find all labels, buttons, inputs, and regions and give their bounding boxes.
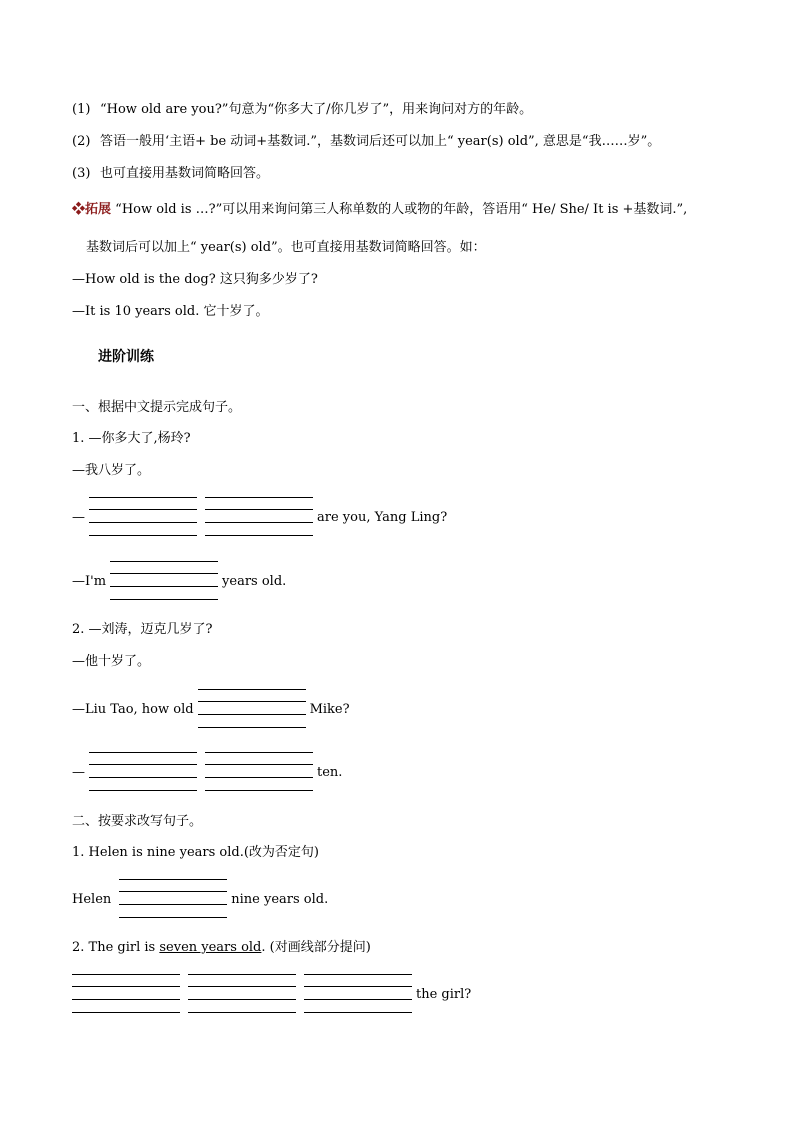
- part2-q1-prompt: 1. Helen is nine years old.(改为否定句): [72, 845, 320, 860]
- sentence-tail: Mike?: [309, 701, 350, 717]
- part2-heading: 二、按要求改写句子。: [72, 814, 203, 829]
- part2-q2-prompt: [72, 939, 371, 957]
- answer-blank[interactable]: [72, 974, 180, 1014]
- extension-line-2: 基数词后可以加上“ year(s) old”。也可直接用基数词简略回答。如：: [86, 240, 486, 255]
- extension-example-2: —It is 10 years old. 它十岁了。: [72, 304, 269, 319]
- answer-blank[interactable]: [89, 752, 197, 792]
- note-number: (1): [72, 102, 91, 117]
- note-number: (2): [72, 134, 91, 149]
- note-2: [72, 133, 660, 151]
- underlined-phrase: seven years old: [159, 940, 262, 955]
- part1-q2-chinese-1: 2. —刘涛，迈克几岁了?: [72, 622, 213, 637]
- section-title: 进阶训练: [98, 349, 154, 365]
- part2-q2-answer-line: [72, 974, 471, 1014]
- note-3: [72, 165, 269, 183]
- note-text: 也可直接用基数词简略回答。: [100, 166, 270, 181]
- part1-q2-answer-line-1: [72, 689, 350, 729]
- answer-blank[interactable]: [119, 879, 227, 919]
- part1-heading: 一、根据中文提示完成句子。: [72, 400, 242, 415]
- part1-q1-answer-line-2: [72, 561, 286, 601]
- note-1: [72, 101, 532, 119]
- diamond-bullet-icon: ❖: [72, 202, 86, 217]
- answer-blank[interactable]: [110, 561, 218, 601]
- extension-line-1: [72, 201, 687, 219]
- dash: —: [72, 509, 85, 525]
- sentence-tail: the girl?: [416, 986, 472, 1002]
- prompt-end: . (对画线部分提问): [261, 940, 371, 955]
- part1-q1-chinese-1: 1. —你多大了,杨玲?: [72, 431, 191, 446]
- note-number: (3): [72, 166, 91, 181]
- sentence-tail: nine years old.: [231, 891, 329, 907]
- answer-blank[interactable]: [205, 497, 313, 537]
- part1-q1-chinese-2: —我八岁了。: [72, 463, 151, 478]
- answer-blank[interactable]: [188, 974, 296, 1014]
- sentence-lead: —I'm: [72, 573, 107, 589]
- part1-q2-answer-line-2: [72, 752, 342, 792]
- part2-q1-answer-line: [72, 879, 328, 919]
- answer-blank[interactable]: [304, 974, 412, 1014]
- extension-label: 拓展: [85, 202, 112, 217]
- dash: —: [72, 764, 85, 780]
- answer-blank[interactable]: [205, 752, 313, 792]
- sentence-tail: years old.: [222, 573, 287, 589]
- extension-example-1: —How old is the dog? 这只狗多少岁了?: [72, 272, 318, 287]
- part1-q1-answer-line-1: [72, 497, 447, 537]
- answer-blank[interactable]: [198, 689, 306, 729]
- note-text: “How old are you?”句意为“你多大了/你几岁了”，用来询问对方的年龄。: [100, 102, 533, 117]
- extension-text: “How old is …?”可以用来询问第三人称单数的人或物的年龄，答语用“ He/ She/ It is +基数词.”,: [115, 202, 688, 217]
- sentence-tail: are you, Yang Ling?: [317, 509, 448, 525]
- note-text: 答语一般用‘主语+ be 动词+基数词.”，基数词后还可以加上“ year(s) old”, 意思是“我……岁”。: [100, 134, 661, 149]
- sentence-lead: —Liu Tao, how old: [72, 701, 194, 717]
- sentence-lead: Helen: [72, 891, 112, 907]
- part1-q2-chinese-2: —他十岁了。: [72, 654, 151, 669]
- prompt-start: 2. The girl is: [72, 940, 160, 955]
- sentence-tail: ten.: [317, 764, 343, 780]
- answer-blank[interactable]: [89, 497, 197, 537]
